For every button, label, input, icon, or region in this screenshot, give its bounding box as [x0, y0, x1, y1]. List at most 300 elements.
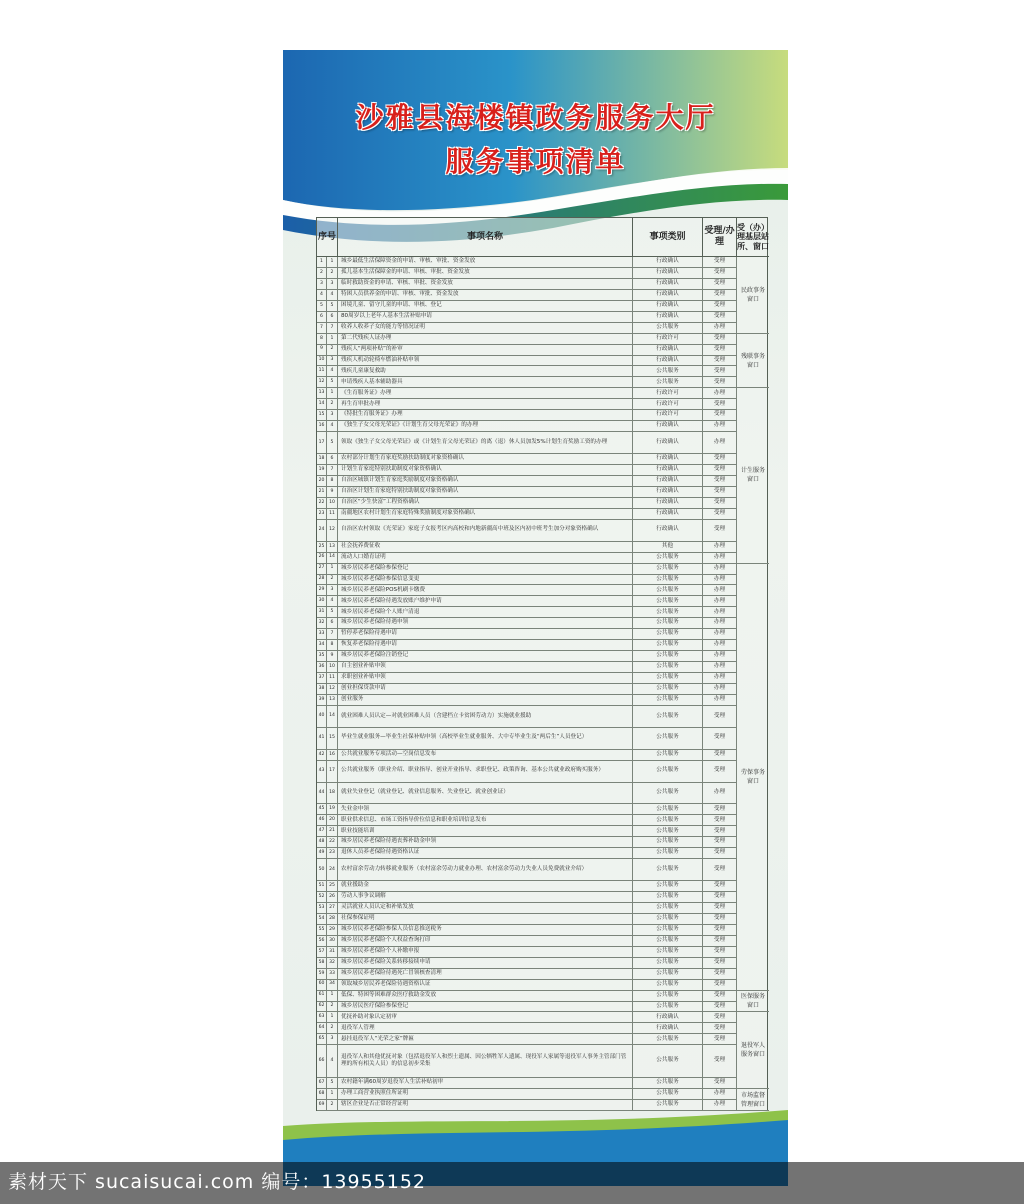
table-cell-handling: 受理: [703, 1002, 737, 1013]
table-cell-subseq: 22: [327, 837, 338, 848]
table-cell-seq: 55: [317, 925, 327, 936]
table-cell-handling: 受理: [703, 268, 737, 279]
table-cell-handling: 办理: [703, 585, 737, 596]
table-cell-subseq: 9: [327, 487, 338, 498]
table-cell-name: 毕业生就业服务—毕业生社保补贴申领（高校毕业生就业服务、大中专毕业生及“两后生”人员登记）: [338, 728, 633, 750]
table-cell-subseq: 30: [327, 936, 338, 947]
table-cell-subseq: 25: [327, 881, 338, 892]
table-cell-seq: 57: [317, 947, 327, 958]
table-cell-name: 领取城乡居民养老保险待遇资格认证: [338, 980, 633, 991]
table-cell-handling: 受理: [703, 848, 737, 859]
table-cell-name: 退役军人和其他优抚对象（包括退役军人和烈士遗属、因公牺牲军人遗属、现役军人家属等退役军人事务主管部门管理的所有相关人员）的信息初步采集: [338, 1045, 633, 1078]
table-cell-category: 行政确认: [633, 421, 703, 432]
table-cell-name: 《独生子女父母光荣证》《计划生育父母光荣证》的办理: [338, 421, 633, 432]
table-cell-handling: 受理: [703, 410, 737, 421]
table-cell-category: 其他: [633, 542, 703, 553]
table-cell-category: 行政确认: [633, 465, 703, 476]
table-cell-name: 城乡居民养老保险待遇死亡冒领核查清理: [338, 969, 633, 980]
table-cell-name: 《特批生育服务证》办理: [338, 410, 633, 421]
table-cell-handling: 受理: [703, 859, 737, 881]
window-cell: 退役军人服务窗口: [737, 1012, 769, 1089]
table-cell-subseq: 8: [327, 476, 338, 487]
table-cell-seq: 59: [317, 969, 327, 980]
table-cell-handling: 办理: [703, 421, 737, 432]
table-cell-handling: 受理: [703, 366, 737, 377]
table-cell-name: 《生育服务证》办理: [338, 388, 633, 399]
table-cell-name: 城乡居民养老保险注销登记: [338, 651, 633, 662]
table-cell-handling: 受理: [703, 958, 737, 969]
table-cell-subseq: 1: [327, 1012, 338, 1023]
table-cell-name: 办理工商营业执照住所证明: [338, 1089, 633, 1100]
table-cell-handling: 受理: [703, 761, 737, 783]
table-cell-seq: 23: [317, 509, 327, 520]
table-cell-subseq: 1: [327, 564, 338, 575]
table-cell-subseq: 1: [327, 388, 338, 399]
table-cell-subseq: 6: [327, 454, 338, 465]
table-cell-category: 公共服务: [633, 1100, 703, 1111]
table-cell-subseq: 10: [327, 498, 338, 509]
table-cell-name: 自治区“少生快富”工程资格确认: [338, 498, 633, 509]
table-cell-name: 职业技能培训: [338, 826, 633, 837]
table-cell-name: 灵活就业人员认定和补贴发放: [338, 903, 633, 914]
table-cell-subseq: 11: [327, 509, 338, 520]
table-cell-handling: 受理: [703, 991, 737, 1002]
table-cell-category: 公共服务: [633, 892, 703, 903]
header-category: 事项类别: [633, 218, 703, 257]
table-cell-seq: 66: [317, 1045, 327, 1078]
table-cell-subseq: 1: [327, 257, 338, 268]
table-cell-seq: 9: [317, 345, 327, 356]
table-cell-subseq: 4: [327, 596, 338, 607]
table-cell-handling: 受理: [703, 837, 737, 848]
table-cell-name: 公共就业服务专项活动—空岗信息发布: [338, 750, 633, 761]
table-cell-subseq: 26: [327, 892, 338, 903]
table-cell-category: 公共服务: [633, 815, 703, 826]
table-cell-handling: 办理: [703, 640, 737, 651]
table-cell-category: 公共服务: [633, 1089, 703, 1100]
table-cell-name: 就业困难人员认定—对就业困难人员（含建档立卡贫困劳动力）实施就业援助: [338, 706, 633, 728]
table-cell-name: 再生育审批办理: [338, 399, 633, 410]
table-cell-seq: 47: [317, 826, 327, 837]
table-cell-handling: 受理: [703, 257, 737, 268]
table-cell-seq: 3: [317, 279, 327, 290]
table-cell-seq: 45: [317, 804, 327, 815]
table-cell-seq: 41: [317, 728, 327, 750]
table-cell-seq: 21: [317, 487, 327, 498]
table-cell-subseq: 32: [327, 958, 338, 969]
table-cell-subseq: 6: [327, 618, 338, 629]
table-cell-seq: 32: [317, 618, 327, 629]
table-cell-category: 公共服务: [633, 651, 703, 662]
table-cell-name: 职业供求信息、市场工资指导价位信息和职业培训信息发布: [338, 815, 633, 826]
table-cell-handling: 办理: [703, 783, 737, 805]
table-cell-subseq: 2: [327, 1023, 338, 1034]
table-cell-name: 残疾人机动轮椅车燃油补贴申领: [338, 356, 633, 367]
table-cell-category: 公共服务: [633, 914, 703, 925]
watermark-text: 素材天下 sucaisucai.com 编号：13955152: [8, 1171, 427, 1193]
table-cell-handling: 受理: [703, 476, 737, 487]
table-cell-seq: 39: [317, 695, 327, 706]
table-cell-category: 公共服务: [633, 629, 703, 640]
table-cell-handling: 办理: [703, 662, 737, 673]
table-cell-subseq: 4: [327, 1045, 338, 1078]
table-cell-subseq: 23: [327, 848, 338, 859]
table-cell-handling: 受理: [703, 399, 737, 410]
table-cell-subseq: 1: [327, 991, 338, 1002]
table-cell-handling: 办理: [703, 651, 737, 662]
table-cell-name: 城乡居民养老保险参保信息变更: [338, 575, 633, 586]
table-cell-category: 公共服务: [633, 804, 703, 815]
table-cell-seq: 28: [317, 575, 327, 586]
table-cell-seq: 50: [317, 859, 327, 881]
table-cell-seq: 51: [317, 881, 327, 892]
table-cell-handling: 受理: [703, 498, 737, 509]
page-subtitle: 服务事项清单: [445, 145, 626, 178]
table-cell-handling: 受理: [703, 750, 737, 761]
table-cell-subseq: 6: [327, 312, 338, 323]
table-cell-name: 城乡居民养老保险个人权益查询打印: [338, 936, 633, 947]
table-cell-category: 公共服务: [633, 706, 703, 728]
table-cell-seq: 38: [317, 684, 327, 695]
table-cell-name: 城乡居民养老保险参保登记: [338, 564, 633, 575]
table-cell-category: 公共服务: [633, 980, 703, 991]
table-cell-name: 孤儿基本生活保障金的申请、审核、审批、资金发放: [338, 268, 633, 279]
table-cell-handling: 受理: [703, 914, 737, 925]
table-cell-category: 公共服务: [633, 881, 703, 892]
table-cell-name: 城乡居民养老保险待遇发放账户维护申请: [338, 596, 633, 607]
table-cell-category: 行政确认: [633, 268, 703, 279]
table-cell-seq: 33: [317, 629, 327, 640]
table-cell-subseq: 33: [327, 969, 338, 980]
table-cell-category: 公共服务: [633, 673, 703, 684]
table-cell-seq: 26: [317, 553, 327, 564]
table-cell-name: 80周岁以上老年人基本生活补贴申请: [338, 312, 633, 323]
table-cell-seq: 52: [317, 892, 327, 903]
table-cell-seq: 62: [317, 1002, 327, 1013]
table-cell-seq: 67: [317, 1078, 327, 1089]
table-cell-name: 农村富余劳动力转移就业服务（农村富余劳动力就业办理、农村富余劳动力失业人员免费就业介绍）: [338, 859, 633, 881]
table-cell-category: 行政许可: [633, 399, 703, 410]
table-cell-category: 公共服务: [633, 377, 703, 388]
table-cell-category: 公共服务: [633, 783, 703, 805]
table-cell-subseq: 13: [327, 542, 338, 553]
table-cell-handling: 受理: [703, 312, 737, 323]
table-cell-category: 公共服务: [633, 1045, 703, 1078]
table-cell-handling: 受理: [703, 1045, 737, 1078]
table-cell-category: 公共服务: [633, 837, 703, 848]
table-cell-handling: 受理: [703, 279, 737, 290]
table-cell-seq: 1: [317, 257, 327, 268]
table-cell-category: 行政确认: [633, 312, 703, 323]
table-cell-seq: 6: [317, 312, 327, 323]
table-cell-handling: 受理: [703, 980, 737, 991]
table-cell-subseq: 2: [327, 575, 338, 586]
table-cell-category: 行政确认: [633, 432, 703, 454]
table-cell-name: 暂停养老保险待遇申请: [338, 629, 633, 640]
table-cell-handling: 受理: [703, 487, 737, 498]
table-cell-seq: 40: [317, 706, 327, 728]
table-cell-category: 公共服务: [633, 750, 703, 761]
table-cell-subseq: 5: [327, 432, 338, 454]
table-cell-seq: 64: [317, 1023, 327, 1034]
table-cell-name: 自治区计划生育家庭特别扶助制度对象资格确认: [338, 487, 633, 498]
table-cell-category: 行政确认: [633, 454, 703, 465]
table-cell-subseq: 12: [327, 520, 338, 542]
header-seq: 序号: [317, 218, 338, 257]
table-cell-seq: 69: [317, 1100, 327, 1111]
table-cell-category: 行政确认: [633, 1023, 703, 1034]
table-cell-category: 公共服务: [633, 684, 703, 695]
page-title: 沙雅县海楼镇政务服务大厅: [355, 101, 716, 134]
table-cell-seq: 34: [317, 640, 327, 651]
table-cell-handling: 受理: [703, 925, 737, 936]
table-cell-seq: 13: [317, 388, 327, 399]
table-cell-handling: 受理: [703, 509, 737, 520]
table-cell-seq: 15: [317, 410, 327, 421]
table-cell-subseq: 20: [327, 815, 338, 826]
table-cell-name: 就业失业登记（就业登记、就业信息服务、失业登记、就业创业证）: [338, 783, 633, 805]
table-cell-name: 特困人员供养金的申请、审核、审批、资金发放: [338, 290, 633, 301]
table-cell-name: 优抚补助对象认定初审: [338, 1012, 633, 1023]
table-cell-name: 城乡居民养老保险关系转移接续申请: [338, 958, 633, 969]
table-cell-category: 公共服务: [633, 662, 703, 673]
table-cell-seq: 63: [317, 1012, 327, 1023]
table-cell-subseq: 27: [327, 903, 338, 914]
table-cell-handling: 办理: [703, 542, 737, 553]
table-cell-seq: 68: [317, 1089, 327, 1100]
table-cell-seq: 31: [317, 607, 327, 618]
table-cell-name: 农村部分计划生育家庭奖励扶助制度对象资格确认: [338, 454, 633, 465]
table-cell-seq: 27: [317, 564, 327, 575]
table-cell-category: 公共服务: [633, 564, 703, 575]
table-cell-seq: 10: [317, 356, 327, 367]
table-cell-name: 困境儿童、留守儿童的申请、审核、登记: [338, 301, 633, 312]
table-cell-seq: 20: [317, 476, 327, 487]
banner-panel: [283, 50, 788, 1186]
table-cell-seq: 30: [317, 596, 327, 607]
table-cell-seq: 22: [317, 498, 327, 509]
table-cell-handling: 受理: [703, 728, 737, 750]
table-cell-seq: 11: [317, 366, 327, 377]
table-cell-seq: 17: [317, 432, 327, 454]
table-cell-subseq: 3: [327, 1034, 338, 1045]
table-cell-category: 行政确认: [633, 487, 703, 498]
table-cell-category: 行政确认: [633, 520, 703, 542]
table-cell-seq: 18: [317, 454, 327, 465]
table-cell-handling: 受理: [703, 1034, 737, 1045]
table-cell-seq: 7: [317, 323, 327, 334]
table-cell-seq: 48: [317, 837, 327, 848]
table-cell-name: 申请残疾人基本辅助器具: [338, 377, 633, 388]
table-cell-seq: 54: [317, 914, 327, 925]
table-cell-handling: 受理: [703, 1023, 737, 1034]
table-cell-category: 行政许可: [633, 334, 703, 345]
header-window: 受（办）理基层站所、窗口: [737, 218, 769, 257]
table-cell-category: 公共服务: [633, 848, 703, 859]
table-cell-category: 公共服务: [633, 1002, 703, 1013]
table-cell-name: 临时救助资金的申请、审核、审批、资金发放: [338, 279, 633, 290]
table-cell-name: 计划生育家庭特别扶助制度对象资格确认: [338, 465, 633, 476]
table-cell-category: 公共服务: [633, 925, 703, 936]
table-cell-category: 公共服务: [633, 695, 703, 706]
table-cell-subseq: 17: [327, 761, 338, 783]
table-cell-name: 城乡居民养老保险待遇丧葬补助金申领: [338, 837, 633, 848]
table-cell-subseq: 2: [327, 345, 338, 356]
window-cell: 医保服务窗口: [737, 991, 769, 1013]
table-cell-category: 公共服务: [633, 728, 703, 750]
table-cell-handling: 受理: [703, 334, 737, 345]
table-cell-category: 行政确认: [633, 345, 703, 356]
table-cell-name: 自主创业补贴申领: [338, 662, 633, 673]
table-cell-name: 公共就业服务（职业介绍、职业指导、创业开业指导、求职登记、政策咨询、基本公共就业政府购买服务）: [338, 761, 633, 783]
table-cell-handling: 受理: [703, 301, 737, 312]
table-cell-handling: 受理: [703, 706, 737, 728]
table-cell-category: 公共服务: [633, 323, 703, 334]
table-cell-subseq: 4: [327, 421, 338, 432]
table-cell-name: 求职创业补贴申领: [338, 673, 633, 684]
table-cell-handling: 受理: [703, 345, 737, 356]
table-cell-subseq: 15: [327, 728, 338, 750]
table-cell-subseq: 9: [327, 651, 338, 662]
window-cell: 劳保事务窗口: [737, 564, 769, 991]
table-cell-name: 退役军人管理: [338, 1023, 633, 1034]
table-cell-subseq: 31: [327, 947, 338, 958]
table-cell-subseq: 1: [327, 334, 338, 345]
table-cell-subseq: 12: [327, 684, 338, 695]
table-cell-handling: 受理: [703, 465, 737, 476]
table-cell-subseq: 10: [327, 662, 338, 673]
table-cell-seq: 37: [317, 673, 327, 684]
table-cell-subseq: 5: [327, 301, 338, 312]
table-cell-category: 行政确认: [633, 290, 703, 301]
table-cell-category: 公共服务: [633, 761, 703, 783]
table-cell-name: 就业援助金: [338, 881, 633, 892]
table-cell-handling: 办理: [703, 432, 737, 454]
window-cell: 计生服务窗口: [737, 388, 769, 563]
table-cell-name: 劳动人事争议调解: [338, 892, 633, 903]
table-cell-category: 公共服务: [633, 859, 703, 881]
table-cell-handling: 办理: [703, 695, 737, 706]
table-cell-subseq: 2: [327, 1002, 338, 1013]
table-cell-name: 第二代残疾人证办理: [338, 334, 633, 345]
header-name: 事项名称: [338, 218, 633, 257]
table-cell-name: 退休人员养老保险待遇资格认证: [338, 848, 633, 859]
table-cell-category: 公共服务: [633, 640, 703, 651]
table-cell-category: 公共服务: [633, 958, 703, 969]
table-cell-handling: 受理: [703, 1078, 737, 1089]
table-cell-name: 城乡居民医疗保险参保登记: [338, 1002, 633, 1013]
table-cell-name: 低保、特困等困难群众医疗救助金发放: [338, 991, 633, 1002]
table-cell-subseq: 7: [327, 629, 338, 640]
table-cell-category: 公共服务: [633, 826, 703, 837]
table-cell-category: 公共服务: [633, 618, 703, 629]
table-cell-category: 公共服务: [633, 553, 703, 564]
table-cell-handling: 受理: [703, 1012, 737, 1023]
table-cell-seq: 65: [317, 1034, 327, 1045]
table-cell-seq: 12: [317, 377, 327, 388]
table-cell-subseq: 34: [327, 980, 338, 991]
table-cell-name: 社保参保证明: [338, 914, 633, 925]
table-cell-category: 公共服务: [633, 1034, 703, 1045]
table-cell-name: 城乡最低生活保障资金的申请、审核、审批、资金发放: [338, 257, 633, 268]
table-cell-handling: 受理: [703, 881, 737, 892]
table-cell-subseq: 2: [327, 399, 338, 410]
table-cell-handling: 办理: [703, 684, 737, 695]
table-cell-category: 行政确认: [633, 1012, 703, 1023]
table-cell-category: 行政许可: [633, 388, 703, 399]
table-cell-category: 行政确认: [633, 476, 703, 487]
window-cell: 民政事务窗口: [737, 257, 769, 334]
table-cell-handling: 受理: [703, 969, 737, 980]
table-cell-category: 公共服务: [633, 575, 703, 586]
table-cell-subseq: 3: [327, 356, 338, 367]
table-cell-category: 公共服务: [633, 607, 703, 618]
table-cell-name: 城乡居民养老保险个人账户清退: [338, 607, 633, 618]
table-cell-seq: 19: [317, 465, 327, 476]
table-cell-name: 城乡居民养老保险参保人员信息推送税务: [338, 925, 633, 936]
table-cell-seq: 8: [317, 334, 327, 345]
table-cell-handling: 受理: [703, 936, 737, 947]
header-handling: 受理/办理: [703, 218, 737, 257]
table-cell-handling: 办理: [703, 629, 737, 640]
table-cell-name: 辖区企业是否正常经营证明: [338, 1100, 633, 1111]
table-cell-handling: 受理: [703, 815, 737, 826]
table-cell-name: 收养人收养子女的能力等情况证明: [338, 323, 633, 334]
table-cell-subseq: 16: [327, 750, 338, 761]
table-cell-seq: 36: [317, 662, 327, 673]
table-cell-subseq: 4: [327, 290, 338, 301]
table-cell-handling: 受理: [703, 377, 737, 388]
table-cell-seq: 61: [317, 991, 327, 1002]
table-cell-seq: 25: [317, 542, 327, 553]
table-cell-name: 创业服务: [338, 695, 633, 706]
table-cell-category: 公共服务: [633, 366, 703, 377]
table-cell-category: 公共服务: [633, 947, 703, 958]
table-cell-seq: 46: [317, 815, 327, 826]
table-cell-category: 行政确认: [633, 498, 703, 509]
table-cell-handling: 受理: [703, 454, 737, 465]
table-cell-handling: 办理: [703, 1100, 737, 1111]
table-cell-category: 公共服务: [633, 991, 703, 1002]
table-cell-handling: 办理: [703, 1089, 737, 1100]
table-cell-handling: 受理: [703, 290, 737, 301]
table-cell-handling: 办理: [703, 673, 737, 684]
table-cell-subseq: 5: [327, 1078, 338, 1089]
table-cell-category: 行政确认: [633, 257, 703, 268]
table-cell-seq: 4: [317, 290, 327, 301]
table-cell-subseq: 24: [327, 859, 338, 881]
window-cell: 市场监督管理窗口: [737, 1089, 769, 1111]
table-cell-subseq: 4: [327, 366, 338, 377]
table-cell-name: 失业金申领: [338, 804, 633, 815]
table-cell-handling: 办理: [703, 596, 737, 607]
table-cell-subseq: 14: [327, 553, 338, 564]
table-cell-subseq: 3: [327, 410, 338, 421]
table-cell-category: 公共服务: [633, 585, 703, 596]
table-cell-handling: 受理: [703, 892, 737, 903]
table-cell-subseq: 7: [327, 323, 338, 334]
table-cell-subseq: 2: [327, 268, 338, 279]
table-cell-subseq: 21: [327, 826, 338, 837]
table-cell-subseq: 13: [327, 695, 338, 706]
table-cell-handling: 办理: [703, 553, 737, 564]
table-cell-handling: 受理: [703, 520, 737, 542]
table-cell-category: 公共服务: [633, 936, 703, 947]
table-cell-handling: 受理: [703, 826, 737, 837]
table-cell-seq: 58: [317, 958, 327, 969]
table-cell-category: 公共服务: [633, 903, 703, 914]
table-cell-subseq: 11: [327, 673, 338, 684]
